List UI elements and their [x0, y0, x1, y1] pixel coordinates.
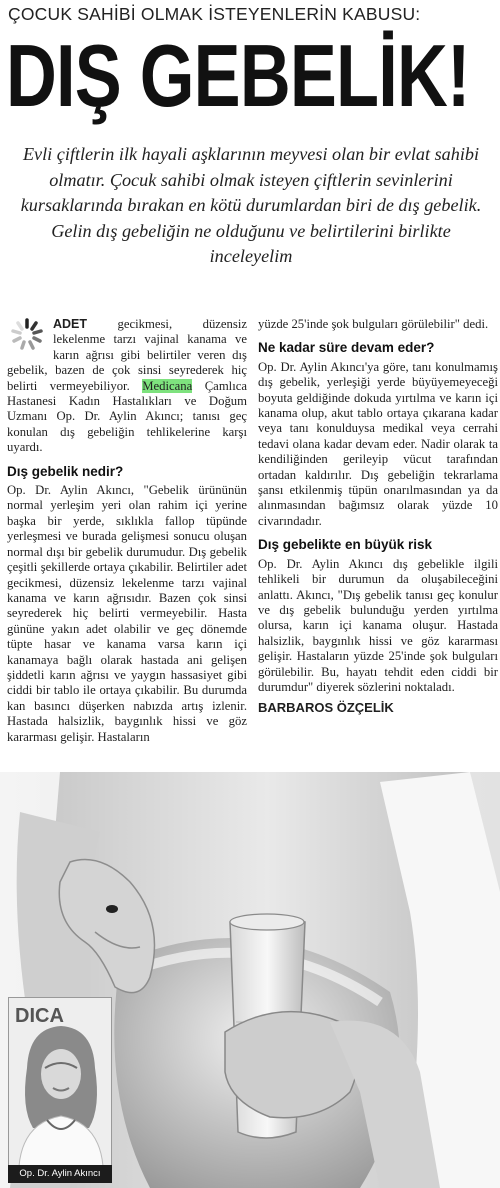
- continuation-paragraph: yüzde 25'inde şok bulguları görülebilir" dedi.: [258, 317, 489, 331]
- article-lead: Evli çiftlerin ilk hayali aşklarının meyvesi olan bir evlat sahibi olmatır. Çocuk sahibi olmak isteyen çiftlerin sevinlerini kursaklarında bırakan en kötü durumlardan biri de dış gebelik. Gelin dış gebeliğin ne olduğunu ve belirtilerini birlikte inceleyelim: [20, 144, 482, 266]
- doctor-portrait: [9, 998, 111, 1166]
- intro-text-2: Çamlıca Hastanesi Kadın Hastalıkları ve Doğum Uzmanı Op. Dr. Aylin Akıncı; tanısı geç konulan dış gebeliğin tehlikelerine karşı uyardı.: [7, 378, 247, 455]
- section-heading-3: Dış gebelikte en büyük risk: [258, 537, 433, 553]
- intro-lead-word: ADET: [53, 317, 88, 331]
- section-paragraph-1: Op. Dr. Aylin Akıncı, "Gebelik ürününün normal yerleşim yeri olan rahim içi yerine başka bir yerde, sıklıkla fallop tüpünde yerleşmesi ve burada gelişmesi sonucu oluşan normal dışı bir gebelik durumudur. Dış gebelik çeşitli şekillerde ortaya çıkabilir. Belirtiler adet gecikmesi, düzensiz lekelenme tarzı vajinal kanama ve karın ağrısıdır. Bazen çok sinsi seyrederek hiç belirti vermeyebilir. Hasta gününe yakın adet olabilir ve geç dönemde tüpte hasar ve kanama varsa karın içi kanamaya bağlı olarak hastada ani gelişen şiddetli karın ağrısı ve yaygın hassasiyet gibi ciddi bir tablo ile ortaya çıkabilir. Bu durumda kan basıncı düşerken nabızda artış izlenir. Hastada halsizlik, baygınlık hissi ve göz kararması gelişir. Hastaların: [7, 483, 247, 744]
- intro-highlight: Medicana: [142, 378, 193, 393]
- right-column: [258, 317, 498, 716]
- article-kicker: ÇOCUK SAHİBİ OLMAK İSTEYENLERİN KABUSU:: [8, 4, 421, 24]
- intro-text-1: gecikmesi, düzensiz lekelenme tarzı vajinal kanama ve karın ağrısı gibi belirtiler veren dış gebelik, bazen de çok sinsi seyrederek hiç belirti vermeyebiliyor.: [7, 317, 247, 393]
- left-column: [7, 317, 247, 750]
- section-heading-1: Dış gebelik nedir?: [7, 463, 124, 479]
- doctor-photo: [8, 997, 112, 1167]
- article-headline: DIŞ GEBELİK!: [6, 26, 470, 125]
- doctor-photo-caption: Op. Dr. Aylin Akıncı: [8, 1165, 112, 1183]
- intro-paragraph: [7, 317, 247, 456]
- section-heading-2: Ne kadar süre devam eder?: [258, 340, 435, 356]
- author-byline: BARBAROS ÖZÇELİK: [258, 700, 394, 716]
- section-paragraph-3: Op. Dr. Aylin Akıncı dış gebelikle ilgili tehlikeli bir durumun da oluşabileceğini anlattı. Akıncı, "Dış gebelik tanısı geç konulur ve dış gebelik bulunduğu yerden yırtılma olursa, karın içi kanama oluşur. Hastada halsizlik, baygınlık hissi ve göz kararması gelişir. Hastaların yüzde 25'inde şok bulguları görülebilir. Bu, hayatı tehdit eden ciddi bir durumdur" diyerek sözlerini noktaladı.: [258, 556, 498, 694]
- spinner-icon: [7, 317, 47, 353]
- magazine-masthead: DICA: [15, 1005, 64, 1027]
- section-paragraph-2: Op. Dr. Aylin Akıncı'ya göre, tanı konulmamış dış gebelik, yerleşiği yerde büyüyemeyeceği boyuta geldiğinde dokuda yırtılma ve karın içi kanama olup, akut tablo ortaya çıkarana kadar veya tanı konulduysa medikal veya cerrahi tedavi olana kadar devam eder. Nadir olarak ta kendiliğinden gerileyip vücut tarafından ortadan kaldırılır. Dış gebeliğin tekrarlama şansı etkilenmiş tüpün onarılmasından ya da alınmasından bağımsız olarak yüzde 10 civarındadır.: [258, 359, 498, 528]
